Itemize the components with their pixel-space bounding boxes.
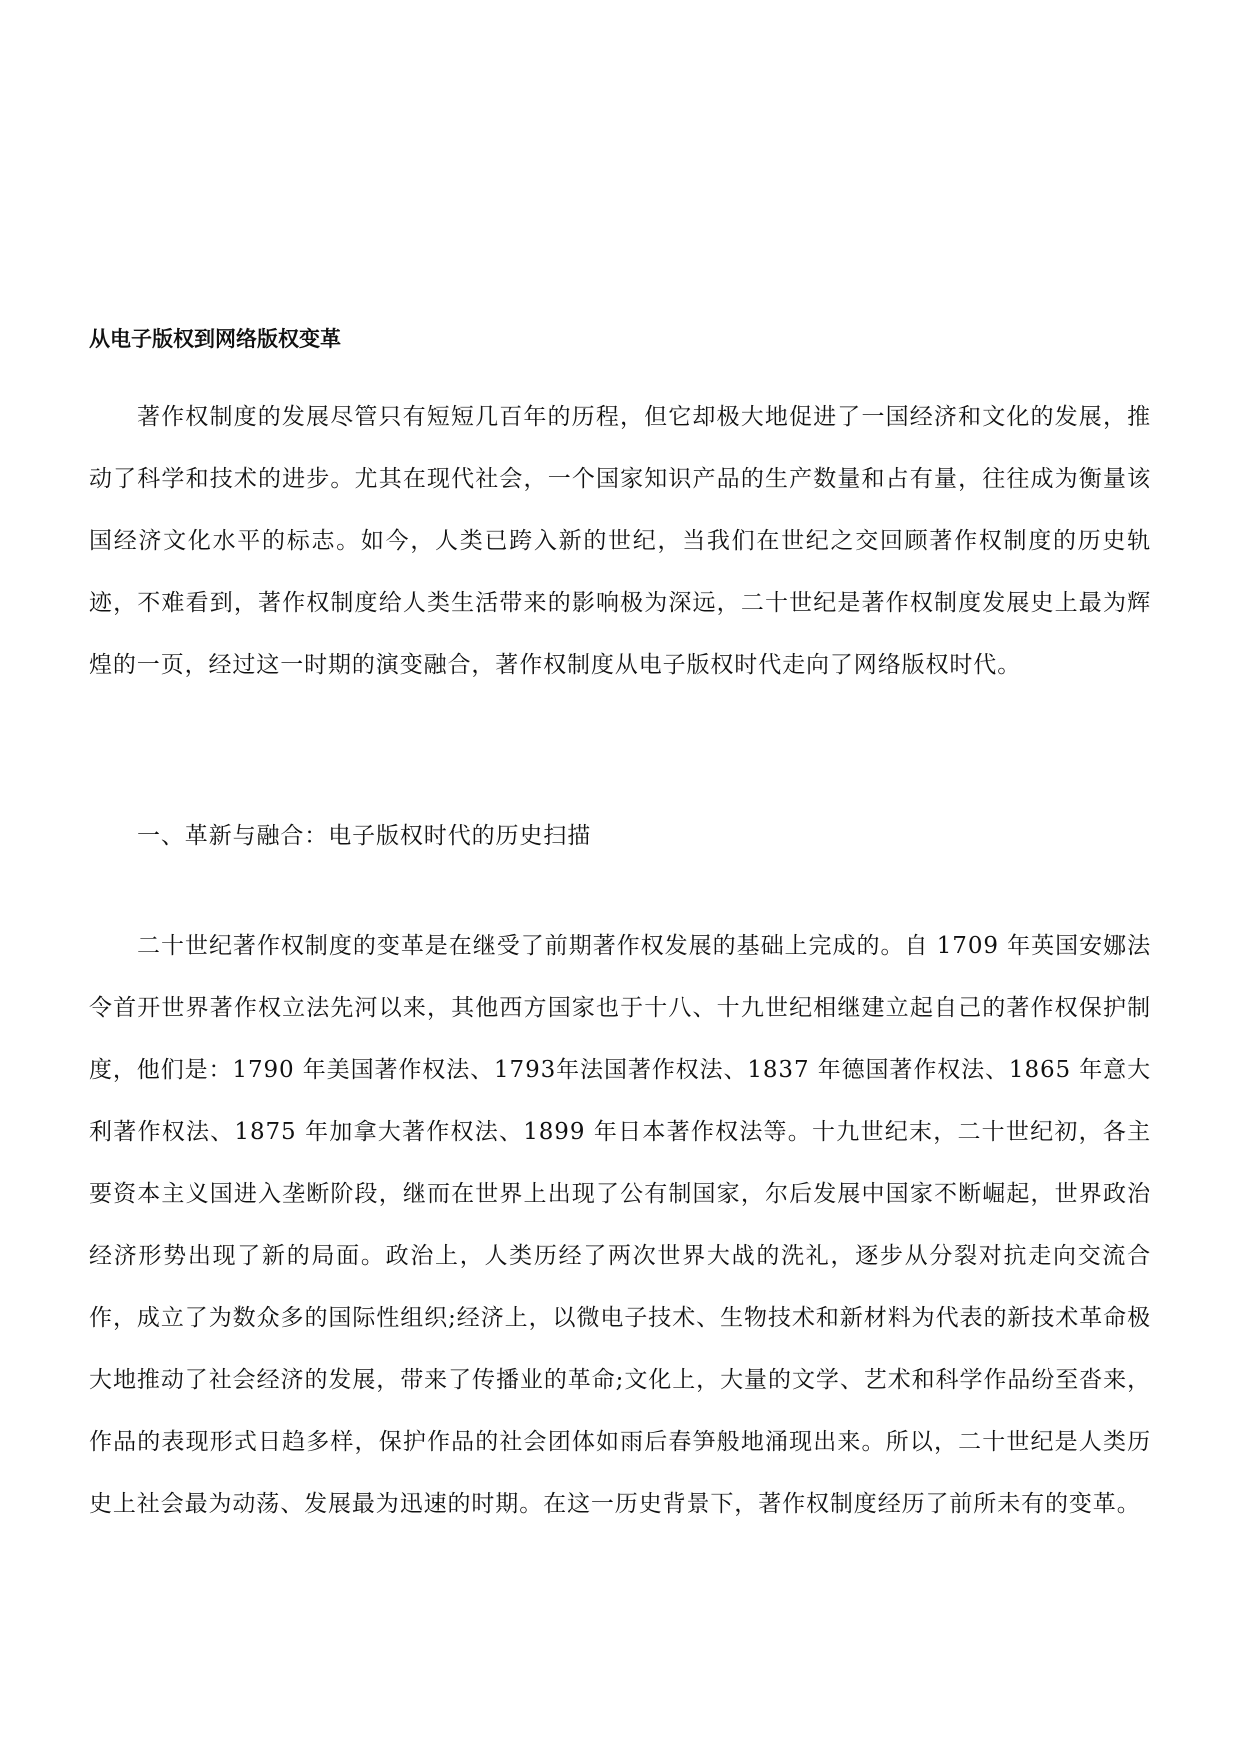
intro-paragraph: 著作权制度的发展尽管只有短短几百年的历程，但它却极大地促进了一国经济和文化的发展，推动了科学和技术的进步。尤其在现代社会，一个国家知识产品的生产数量和占有量，往往成为衡量该国经济文化水平的标志。如今，人类已跨入新的世纪，当我们在世纪之交回顾著作权制度的历史轨迹，不难看到，著作权制度给人类生活带来的影响极为深远，二十世纪是著作权制度发展史上最为辉煌的一页，经过这一时期的演变融合，著作权制度从电子版权时代走向了网络版权时代。 xyxy=(89,404,1151,678)
body-paragraph: 二十世纪著作权制度的变革是在继受了前期著作权发展的基础上完成的。自 1709 年英国安娜法令首开世界著作权立法先河以来，其他西方国家也于十八、十九世纪相继建立起自己的著作权保护制度，他们是：1790 年美国著作权法、1793年法国著作权法、1837 年德国著作权法、1865 年意大利著作权法、1875 年加拿大著作权法、1899 年日本著作权法等。十九世纪末，二十世纪初，各主要资本主义国进入垄断阶段，继而在世界上出现了公有制国家，尔后发展中国家不断崛起，世界政治经济形势出现了新的局面。政治上，人类历经了两次世界大战的洗礼，逐步从分裂对抗走向交流合作，成立了为数众多的国际性组织;经济上，以微电子技术、生物技术和新材料为代表的新技术革命极大地推动了社会经济的发展，带来了传播业的革命;文化上，大量的文学、艺术和科学作品纷至沓来，作品的表现形式日趋多样，保护作品的社会团体如雨后春笋般地涌现出来。所以，二十世纪是人类历史上社会最为动荡、发展最为迅速的时期。在这一历史背景下，著作权制度经历了前所未有的变革。 xyxy=(89,933,1151,1517)
document-title: 从电子版权到网络版权变革 xyxy=(89,327,341,351)
section-heading: 一、革新与融合：电子版权时代的历史扫描 xyxy=(137,823,592,849)
